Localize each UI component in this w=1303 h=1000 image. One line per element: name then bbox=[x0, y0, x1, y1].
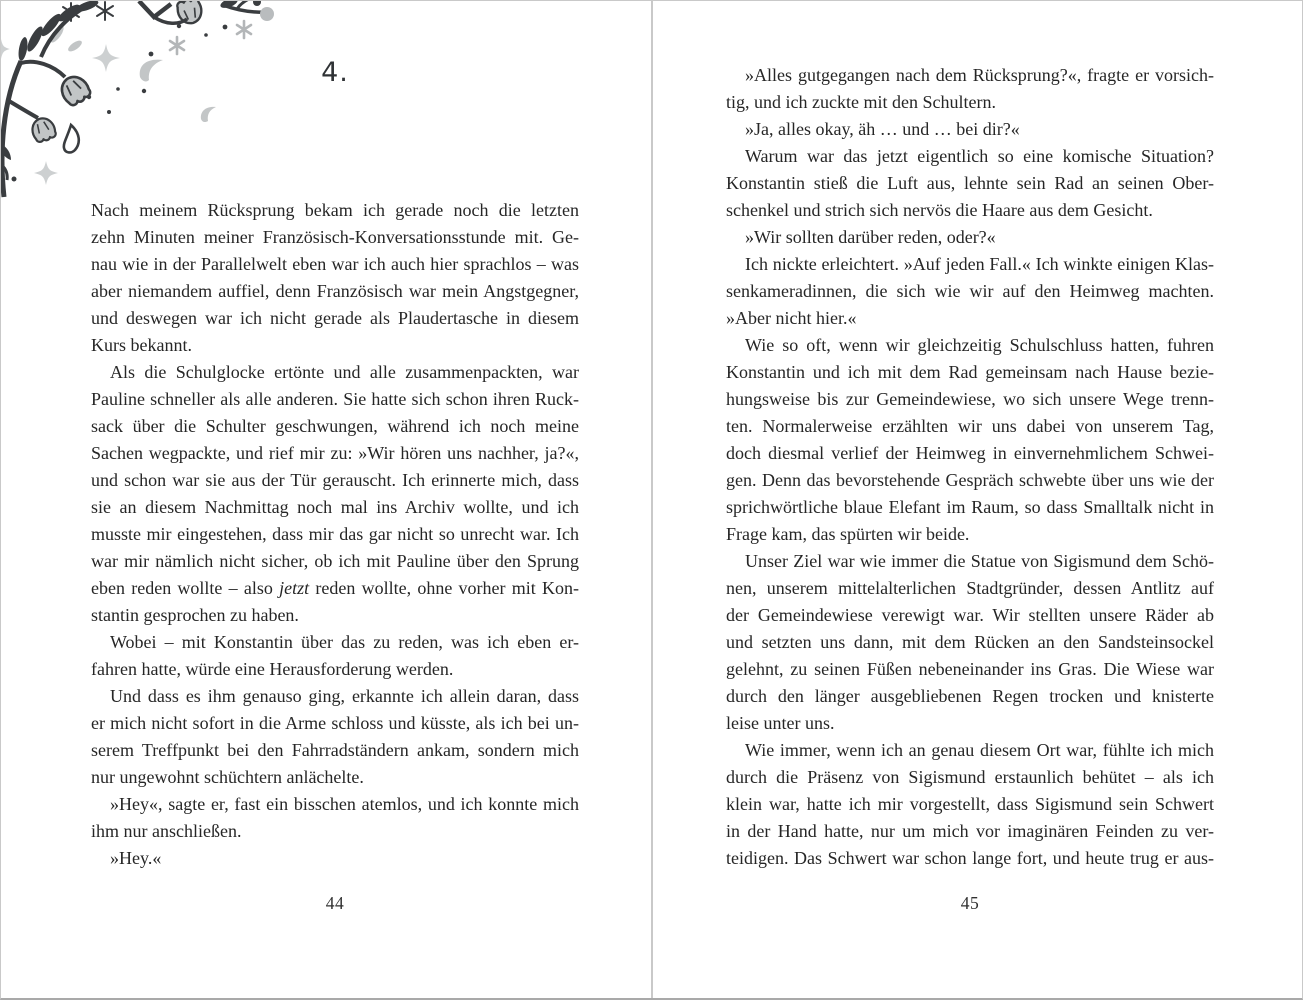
page-right bbox=[726, 1, 1214, 998]
text-line: er mich nicht sofort in die Arme schloss und küsste, als ich bei un- bbox=[91, 713, 579, 733]
text-line: Wie immer, wenn ich an genau diesem Ort war, fühlte ich mich bbox=[745, 740, 1214, 760]
page-number: 45 bbox=[960, 893, 980, 913]
text-line: ihm nur anschließen. bbox=[91, 821, 242, 841]
text-line: Unser Ziel war wie immer die Statue von Sigismund dem Schö- bbox=[745, 551, 1214, 571]
text-line: nen, unserem mittelalterlichen Stadtgründer, dessen Antlitz auf bbox=[726, 578, 1214, 598]
text-line: nur ungewohnt schüchtern anlächelte. bbox=[91, 767, 364, 787]
text-line: »Hey«, sagte er, fast ein bisschen atemlos, und ich konnte mich bbox=[110, 794, 579, 814]
text-line: Nach meinem Rücksprung bekam ich gerade noch die letzten bbox=[91, 200, 579, 220]
text-line: war mir nämlich nicht sicher, ob ich mit Pauline über den Sprung bbox=[91, 551, 579, 571]
text-line: »Wir sollten darüber reden, oder?« bbox=[745, 227, 996, 247]
page-text bbox=[91, 197, 579, 872]
text-line: fahren hatte, würde eine Herausforderung werden. bbox=[91, 659, 454, 679]
text-line: zehn Minuten meiner Französisch-Konversationsstunde mit. Ge- bbox=[91, 227, 579, 247]
text-line: »Hey.« bbox=[110, 848, 162, 868]
text-line: und schon war sie aus der Tür gerauscht. Ich erinnerte mich, dass bbox=[91, 470, 579, 490]
text-line: hungsweise bis zur Gemeindewiese, wo sich unsere Wege trenn- bbox=[726, 389, 1214, 409]
text-line: Kurs bekannt. bbox=[91, 335, 192, 355]
text-line: »Alles gutgegangen nach dem Rücksprung?«, fragte er vorsich- bbox=[745, 65, 1214, 85]
text-line: »Aber nicht hier.« bbox=[726, 308, 857, 328]
text-line: Als die Schulglocke ertönte und alle zusammenpackten, war bbox=[110, 362, 579, 382]
text-line: senkameradinnen, die sich wie wir auf den Heimweg machten. bbox=[726, 281, 1214, 301]
text-line: teidigen. Das Schwert war schon lange fort, und heute trug er aus- bbox=[726, 848, 1214, 868]
text-line: Frage kam, das spürten wir beide. bbox=[726, 524, 970, 544]
page-text bbox=[726, 62, 1214, 872]
text-line: Ich nickte erleichtert. »Auf jeden Fall.« Ich winkte einigen Klas- bbox=[745, 254, 1214, 274]
text-line: durch den länger ausgebliebenen Regen trocken und knisterte bbox=[726, 686, 1214, 706]
text-line: in der Hand hatte, nur um mich vor imaginären Feinden zu ver- bbox=[726, 821, 1214, 841]
text-line: und deswegen war ich nicht gerade als Plaudertasche in diesem bbox=[91, 308, 579, 328]
text-line: Sachen wegpackte, und rief mir zu: »Wir hören uns nachher, ja?«, bbox=[91, 443, 579, 463]
text-line: gelehnt, zu seinen Füßen nebeneinander ins Gras. Die Wiese war bbox=[726, 659, 1214, 679]
text-line: eben reden wollte – also jetzt reden wollte, ohne vorher mit Kon- bbox=[91, 578, 579, 598]
text-line: sprichwörtliche blaue Elefant im Raum, so dass Smalltalk nicht in bbox=[726, 497, 1214, 517]
text-line: aber niemandem auffiel, denn Französisch war mein Angstgegner, bbox=[91, 281, 579, 301]
text-line: musste mir eingestehen, dass mir das gar nicht so unrecht war. Ich bbox=[91, 524, 579, 544]
page-left bbox=[91, 1, 579, 998]
page-gutter-divider bbox=[651, 1, 653, 998]
text-line: Wie so oft, wenn wir gleichzeitig Schulschluss hatten, fuhren bbox=[745, 335, 1214, 355]
text-line: klein war, hatte ich mir vorgestellt, dass Sigismund sein Schwert bbox=[726, 794, 1214, 814]
text-line: tig, und ich zuckte mit den Schultern. bbox=[726, 92, 996, 112]
chapter-number-heading: 4. bbox=[321, 57, 349, 88]
text-line: Und dass es ihm genauso ging, erkannte ich allein daran, dass bbox=[110, 686, 579, 706]
text-line: leise unter uns. bbox=[726, 713, 835, 733]
text-line: serem Treffpunkt bei den Fahrradständern ankam, sondern mich bbox=[91, 740, 579, 760]
text-line: durch die Präsenz von Sigismund erstaunlich behütet – als ich bbox=[726, 767, 1214, 787]
text-line: doch diesmal verlief der Heimweg in einvernehmlichem Schwei- bbox=[726, 443, 1214, 463]
text-line: sie an diesem Nachmittag noch mal ins Archiv wollte, und ich bbox=[91, 497, 579, 517]
text-line: ten. Normalerweise erzählten wir uns dabei von unserem Tag, bbox=[726, 416, 1214, 436]
text-line: Warum war das jetzt eigentlich so eine komische Situation? bbox=[745, 146, 1214, 166]
text-line: und setzten uns dann, mit dem Rücken an den Sandsteinsockel bbox=[726, 632, 1214, 652]
text-line: stantin gesprochen zu haben. bbox=[91, 605, 299, 625]
text-line: der Gemeindewiese verewigt war. Wir stellten unsere Räder ab bbox=[726, 605, 1214, 625]
text-line: nau wie in der Parallelwelt eben war ich auch hier sprachlos – was bbox=[91, 254, 579, 274]
text-line: »Ja, alles okay, äh … und … bei dir?« bbox=[745, 119, 1020, 139]
text-line: schenkel und strich sich nervös die Haare aus dem Gesicht. bbox=[726, 200, 1153, 220]
text-line: Pauline schneller als alle anderen. Sie hatte sich schon ihren Ruck- bbox=[91, 389, 579, 409]
text-line: Wobei – mit Konstantin über das zu reden, was ich eben er- bbox=[110, 632, 579, 652]
text-line: Konstantin stieß die Luft aus, lehnte sein Rad an seinen Ober- bbox=[726, 173, 1214, 193]
text-line: sack über die Schulter geschwungen, während ich noch meine bbox=[91, 416, 579, 436]
text-line: gen. Denn das bevorstehende Gespräch schwebte über uns wie der bbox=[726, 470, 1214, 490]
text-line: Konstantin und ich mit dem Rad gemeinsam nach Hause bezie- bbox=[726, 362, 1214, 382]
page-number: 44 bbox=[325, 893, 345, 913]
